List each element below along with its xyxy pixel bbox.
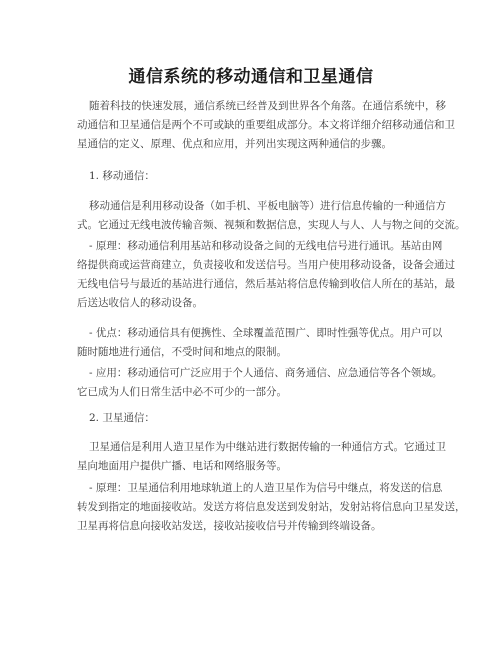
text-line: 星向地面用户提供广播、电话和网络服务等。	[77, 460, 287, 472]
text-line: 转发到指定的地面接收站。发送方将信息发送到发射站，发射站将信息向卫星发送，	[77, 501, 466, 513]
mobile-definition-paragraph	[77, 197, 466, 235]
text-line: 随着科技的快速发展，通信系统已经普及到世界各个角落。在通信系统中，移	[89, 100, 446, 112]
section-heading: 2. 卫星通信：	[89, 412, 155, 424]
section-heading: 1. 移动通信：	[89, 170, 155, 182]
mobile-advantages-paragraph	[77, 324, 443, 362]
text-line: 式。它通过无线电波传输音频、视频和数据信息，实现人与人、人与物之间的交流。	[77, 219, 466, 231]
mobile-applications-paragraph	[77, 364, 443, 402]
text-line: 动通信和卫星通信是两个不可或缺的重要组成部分。本文将详细介绍移动通信和卫	[77, 119, 455, 131]
text-line: - 优点：移动通信具有便携性、全球覆盖范围广、即时性强等优点。用户可以	[89, 327, 443, 339]
text-line: 卫星再将信息向接收站发送，接收站接收信号并传输到终端设备。	[77, 520, 382, 532]
text-line: 无线电信号与最近的基站进行通信，然后基站将信息传输到收信人所在的基站，最	[77, 278, 455, 290]
text-line: 它已成为人们日常生活中必不可少的一部分。	[77, 386, 287, 398]
intro-paragraph	[77, 97, 455, 154]
text-line: 卫星通信是利用人造卫星作为中继站进行数据传输的一种通信方式。它通过卫	[89, 441, 446, 453]
section-heading-satellite	[77, 409, 437, 428]
text-line: 络提供商或运营商建立，负责接收和发送信号。当用户使用移动设备，设备会通过	[77, 259, 455, 271]
text-line: - 原理：卫星通信利用地球轨道上的人造卫星作为信号中继点，将发送的信息	[89, 482, 443, 494]
text-line: 后送达收信人的移动设备。	[77, 297, 203, 309]
section-heading-mobile	[77, 167, 437, 186]
satellite-principle-paragraph	[77, 479, 466, 536]
text-line: - 应用：移动通信可广泛应用于个人通信、商务通信、应急通信等各个领域。	[89, 367, 443, 379]
document-title: 通信系统的移动通信和卫星通信	[128, 67, 374, 87]
text-line: 移动通信是利用移动设备（如手机、平板电脑等）进行信息传输的一种通信方	[89, 200, 446, 212]
mobile-principle-paragraph	[77, 237, 455, 313]
text-line: - 原理：移动通信利用基站和移动设备之间的无线电信号进行通讯。基站由网	[89, 240, 443, 252]
text-line: 星通信的定义、原理、优点和应用，并列出实现这两种通信的步骤。	[77, 138, 392, 150]
text-line: 随时随地进行通信，不受时间和地点的限制。	[77, 346, 287, 358]
satellite-definition-paragraph	[77, 438, 446, 476]
